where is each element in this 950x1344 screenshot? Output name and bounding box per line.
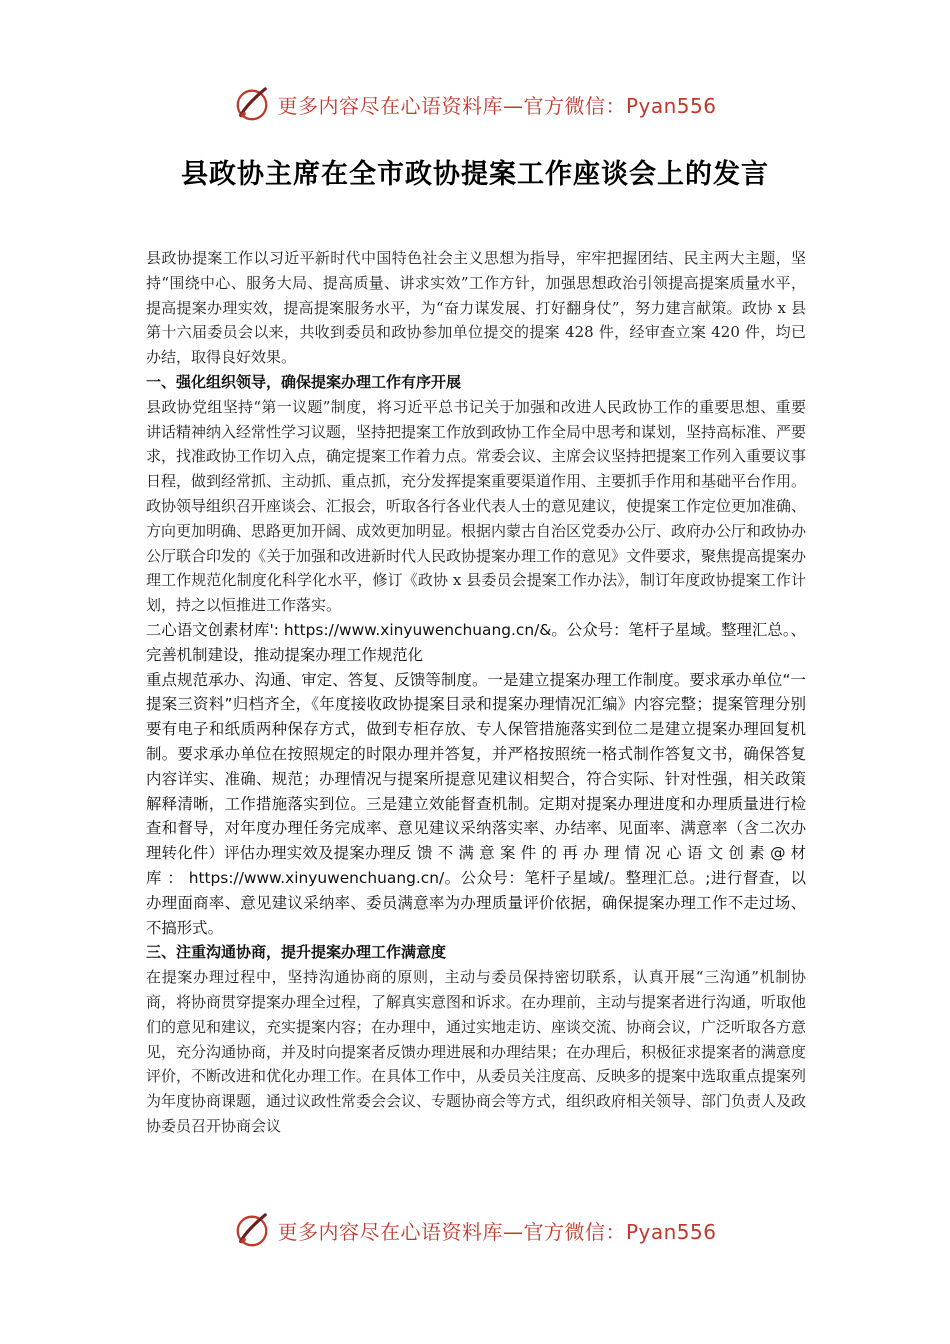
section-1-paragraph: 县政协党组坚持“第一议题”制度，将习近平总书记关于加强和改进人民政协工作的重要思想、重要讲话精神纳入经常性学习议题，坚持把提案工作放到政协工作全局中思考和谋划，坚持高标准、严要求，找准政协工作切入点，确定提案工作着力点。常委会议、主席会议坚持把提案工作列入重要议事日程，做到经常抓、主动抓、重点抓，充分发挥提案重要渠道作用、主要抓手作用和基础平台作用。政协领导组织召开座谈会、汇报会，听取各行各业代表人士的意见建议，使提案工作定位更加准确、方向更加明确、思路更加开阔、成效更加明显。根据内蒙古自治区党委办公厅、政府办公厅和政协办公厅联合印发的《关于加强和改进新时代人民政协提案办理工作的意见》文件要求，聚焦提高提案办理工作规范化制度化科学化水平，修订《政协 x 县委员会提案工作办法》，制订年度政协提案工作计划，持之以恒推进工作落实。 [146, 397, 807, 615]
section-2-paragraph: 重点规范承办、沟通、审定、答复、反馈等制度。一是建立提案办理工作制度。要求承办单位“一提案三资料”归档齐全，《年度接收政协提案目录和提案办理情况汇编》内容完整；提案管理分别要有电子和纸质两种保存方式，做到专柜存放、专人保管措施落实到位二是建立提案办理回复机制。要求承办单位在按照规定的时限办理并答复，并严格按照统一格式制作答复文书，确保答复内容详实、准确、规范；办理情况与提案所提意见建议相契合，符合实际、针对性强，相关政策解释清晰，工作措施落实到位。三是建立效能督查机制。定期对提案办理进度和办理质量进行检查和督导，对年度办理任务完成率、意见建议采纳落实率、办结率、见面率、满意率（含二次办理转化件）评估办理实效及提案办理反 馈 不 满 意 案 件 的 再 办 理 情 况 心 语 文 创 素 @ 材 库 ： https://www.xinyuwenchuang.cn/。公众号：笔杆子星域/。整理汇总。;进行督查，以办理面商率、意见建议采纳率、委员满意率为办理质量评价依据，确保提案办理工作不走过场、不搞形式。 [146, 670, 806, 937]
brush-logo-icon [233, 85, 271, 123]
brush-logo-icon [233, 1211, 271, 1249]
document-body [146, 246, 806, 1139]
watermark-banner-bottom [0, 1210, 950, 1250]
watermark-text: 更多内容尽在心语资料库—官方微信：Pyan556 [277, 1219, 717, 1244]
watermark-banner-top [0, 84, 950, 124]
section-heading-3: 三、注重沟通协商，提升提案办理工作满意度 [146, 943, 447, 962]
document-title: 县政协主席在全市政协提案工作座谈会上的发言 [181, 159, 769, 190]
section-heading-1: 一、强化组织领导，确保提案办理工作有序开展 [146, 372, 462, 391]
watermark-text: 更多内容尽在心语资料库—官方微信：Pyan556 [277, 93, 717, 118]
intro-paragraph: 县政协提案工作以习近平新时代中国特色社会主义思想为指导，牢牢把握团结、民主两大主题，坚持“围绕中心、服务大局、提高质量、讲求实效”工作方针，加强思想政治引领提高提案质量水平，提高提案办理实效，提高提案服务水平，为“奋力谋发展、打好翻身仗”，努力建言献策。政协 x 县第十六届委员会以来，共收到委员和政协参加单位提交的提案 428 件，经审查立案 420 件，均已办结，取得良好效果。 [146, 249, 806, 367]
section-2-heading-line: 二心语文创素材库': https://www.xinyuwenchuang.cn/&。公众号：笔杆子星域。整理汇总。、完善机制建设，推动提案办理工作规范化 [146, 620, 806, 664]
section-3-paragraph: 在提案办理过程中，坚持沟通协商的原则，主动与委员保持密切联系，认真开展“三沟通”机制协商，将协商贯穿提案办理全过程，了解真实意图和诉求。在办理前，主动与提案者进行沟通，听取他们的意见和建议，充实提案内容；在办理中，通过实地走访、座谈交流、协商会议，广泛听取各方意见，充分沟通协商，并及时向提案者反馈办理进展和办理结果；在办理后，积极征求提案者的满意度评价，不断改进和优化办理工作。在具体工作中，从委员关注度高、反映多的提案中选取重点提案列为年度协商课题，通过议政性常委会会议、专题协商会等方式，组织政府相关领导、部门负责人及政协委员召开协商会议 [146, 968, 807, 1135]
